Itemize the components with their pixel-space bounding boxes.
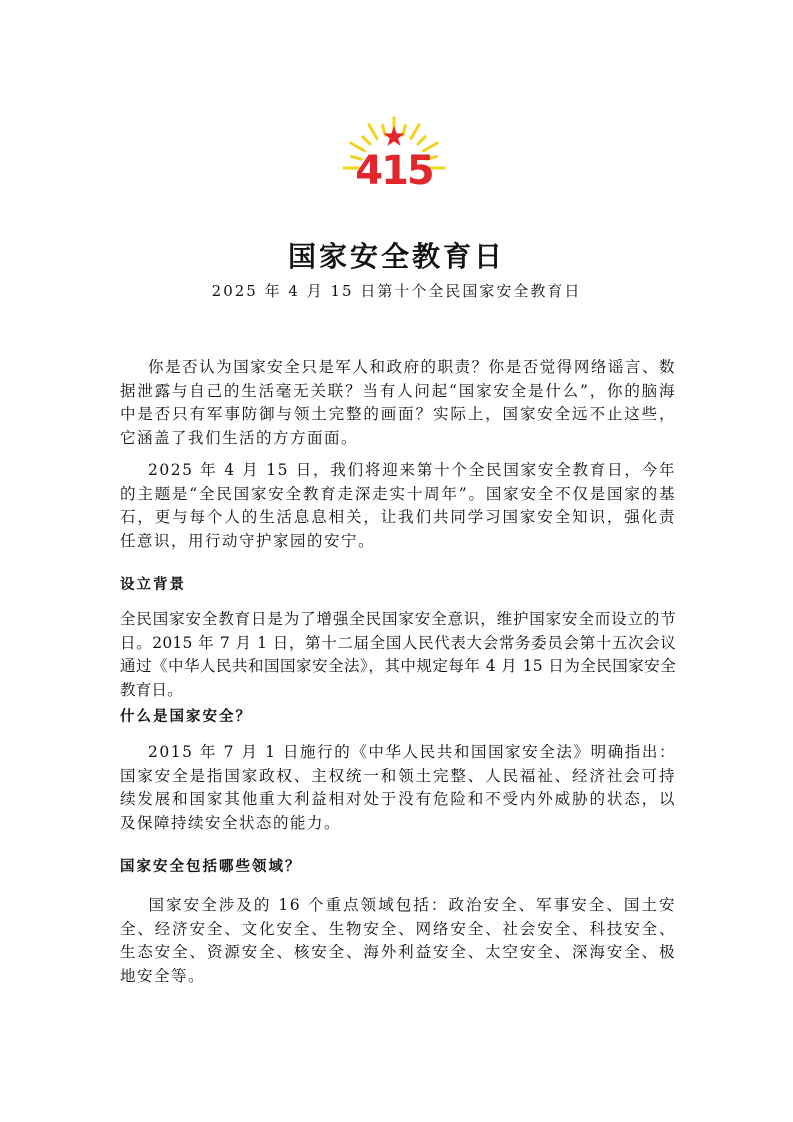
section-body-definition-text: 2015 年 7 月 1 日施行的《中华人民共和国国家安全法》明确指出：国家安全是指国家政权、主权统一和领土完整、人民福祉、经济社会可持续发展和国家其他重大利益相对处于没有危险和不受内外威胁的状态，以及保障持续安全状态的能力。 [120,743,676,832]
sun-ray [369,125,377,139]
section-heading-background: 设立背景 [120,577,186,593]
intro-paragraph [120,356,676,450]
intro-paragraph-text: 你是否认为国家安全只是军人和政府的职责？你是否觉得网络谣言、数据泄露与自己的生活毫无关联？当有人问起“国家安全是什么”，你的脑海中是否只有军事防御与领土完整的画面？实际上，国家安全远不止这些，它涵盖了我们生活的方方面面。 [120,358,676,447]
page-subtitle: 2025 年 4 月 15 日第十个全民国家安全教育日 [211,282,582,300]
star-icon [384,126,405,146]
section-body-domains [120,894,676,988]
sun-ray [363,137,370,144]
section-body-domains-text: 国家安全涉及的 16 个重点领域包括：政治安全、军事安全、国土安全、经济安全、文化安全、生物安全、网络安全、社会安全、科技安全、生态安全、资源安全、核安全、海外利益安全、太空安全、深海安全、极地安全等。 [120,896,676,985]
section-body-definition [120,741,676,835]
section-body-background: 全民国家安全教育日是为了增强全民国家安全意识，维护国家安全而设立的节日。2015 年 7 月 1 日，第十二届全国人民代表大会常务委员会第十五次会议通过《中华人民共和国国家安全法》，其中规定每年 4 月 15 日为全民国家安全教育日。 [120,610,676,699]
section-heading-definition: 什么是国家安全？ [120,709,252,725]
415-logo [330,110,458,190]
intro-paragraph [120,459,676,553]
logo-text: 415 [355,148,433,190]
sun-ray [411,125,419,139]
page-title: 国家安全教育日 [287,239,505,273]
sun-ray [418,137,425,144]
intro-paragraph-text: 2025 年 4 月 15 日，我们将迎来第十个全民国家安全教育日，今年的主题是“全民国家安全教育走深走实十周年”。国家安全不仅是国家的基石，更与每个人的生活息息相关，让我们共同学习国家安全知识，强化责任意识，用行动守护家园的安宁。 [120,461,676,550]
section-heading-domains: 国家安全包括哪些领域？ [120,859,302,875]
